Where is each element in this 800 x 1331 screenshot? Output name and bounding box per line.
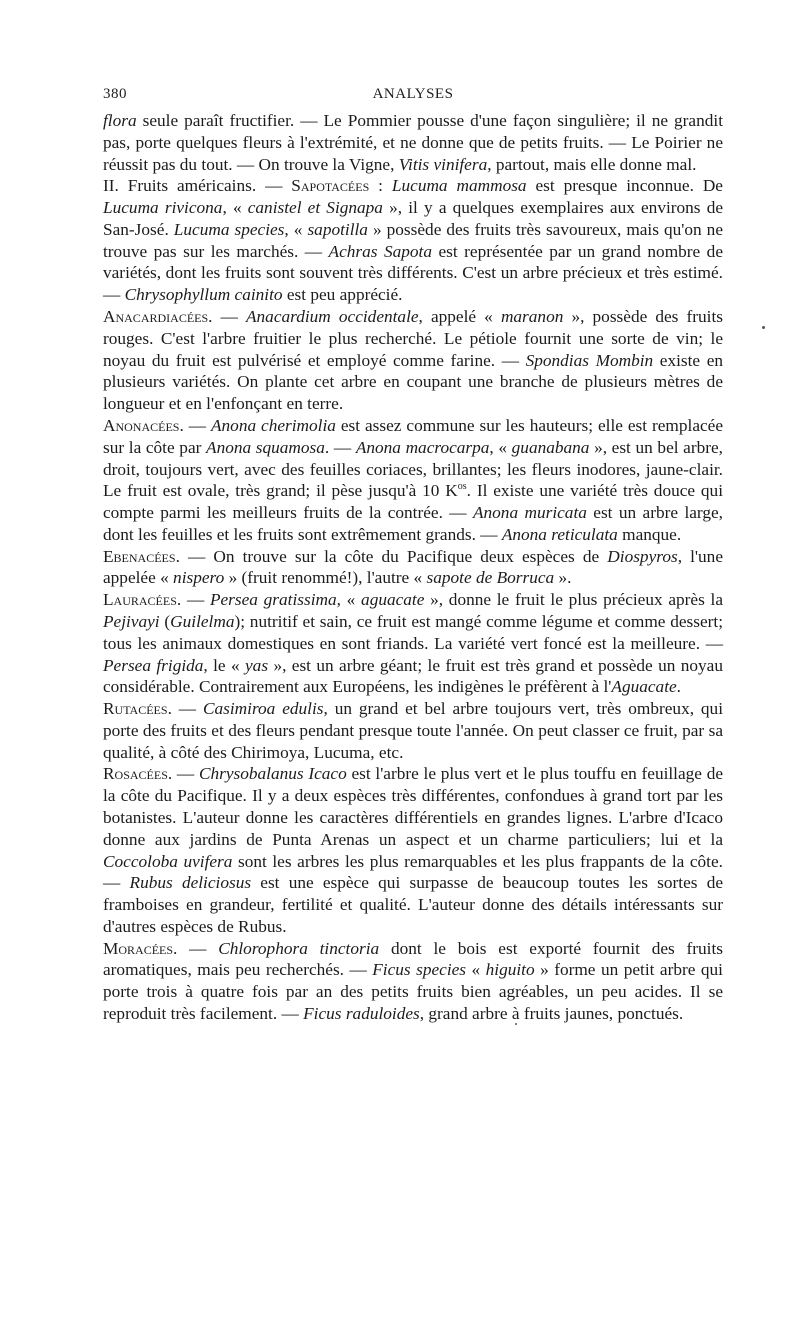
text-run: . —	[208, 307, 246, 327]
text-run: :	[369, 176, 392, 196]
italic-text: Aguacate	[611, 677, 677, 697]
italic-text: Lucuma mammosa	[391, 176, 527, 196]
article-body	[103, 110, 723, 1025]
text-run: . —	[176, 590, 210, 610]
italic-text: Anona squamosa	[206, 437, 325, 457]
italic-text: Chrysophyllum cainito	[124, 285, 283, 305]
text-run: . — On trouve sur la côte du Pacifique deux espèces de	[175, 546, 608, 566]
section-label: Anonacées	[103, 415, 180, 435]
text-run: (	[159, 611, 171, 631]
text-run: » (fruit renommé!), l'autre «	[224, 568, 427, 588]
italic-text: maranon	[500, 307, 564, 327]
paragraph	[103, 415, 723, 546]
document-page	[103, 86, 723, 1025]
page-header	[103, 86, 723, 110]
italic-text: aguacate	[361, 590, 425, 610]
text-run: . —	[167, 764, 199, 784]
text-run: , l'une appelée «	[103, 546, 723, 588]
italic-text: nispero	[173, 568, 225, 588]
italic-text: Persea frigida	[103, 655, 204, 675]
paragraph	[103, 938, 723, 1025]
text-run: sont les arbres les plus remarquables et les plus frappants de la côte. —	[103, 851, 723, 893]
text-run: . —	[173, 938, 219, 958]
text-run: » forme un petit arbre qui porte trois à quatre fois par an des petits fruits bien agréables, un peu acides. Il se reproduit très facilement. —	[103, 960, 723, 1024]
section-label: Ebenacées	[103, 546, 176, 566]
text-run: . —	[167, 699, 203, 719]
text-run: est peu apprécié.	[282, 285, 403, 305]
text-run: . —	[324, 437, 356, 457]
italic-text: Diospyros	[607, 546, 678, 566]
paragraph	[103, 589, 723, 698]
scan-speck	[515, 1023, 517, 1025]
italic-text: higuito	[485, 960, 535, 980]
italic-text: Anona muricata	[472, 503, 587, 523]
italic-text: Rubus deliciosus	[129, 873, 252, 893]
page-number: 380	[103, 86, 127, 102]
italic-text: Ficus species	[372, 960, 467, 980]
italic-text: Chlorophora tinctoria	[218, 938, 380, 958]
paragraph	[103, 306, 723, 415]
italic-text: Lucuma species	[173, 219, 285, 239]
text-run: . Il existe une variété très douce qui compte parmi les meilleurs fruits de la contrée. —	[103, 481, 723, 523]
italic-text: Spondias Mombin	[525, 350, 654, 370]
italic-text: sapote de Borruca	[426, 568, 555, 588]
text-run: os	[457, 481, 467, 493]
paragraph	[103, 763, 723, 937]
running-title: ANALYSES	[372, 86, 454, 102]
italic-text: guanabana	[511, 437, 590, 457]
italic-text: Coccoloba uvifera	[103, 851, 233, 871]
text-run: , «	[489, 437, 512, 457]
text-run: est un arbre large, dont les feuilles et les fruits sont extrêmement grands. —	[103, 503, 723, 544]
italic-text: Lucuma rivicona	[103, 198, 223, 218]
italic-text: Guilelma	[170, 611, 235, 631]
text-run: est presque inconnue. De	[526, 176, 723, 196]
paragraph	[103, 110, 723, 175]
text-run: est assez commune sur les hauteurs; elle est remplacée sur la côte par	[103, 415, 724, 457]
paragraph	[103, 546, 723, 590]
italic-text: flora	[103, 111, 137, 130]
text-run: , «	[284, 219, 308, 239]
paragraph	[103, 698, 723, 763]
text-run: est une espèce qui surpasse de beaucoup toutes les sortes de framboises en grandeur, fertilité et qualité. L'auteur donne des détails intéressants sur d'autres espèces de Rubus.	[103, 873, 723, 936]
text-run: », est un bel arbre, droit, toujours vert, avec des feuilles coriaces, brillantes; les fleurs inodores, jaune-clair. Le fruit est ovale, très grand; il pèse jusqu'à 10 K	[103, 437, 723, 501]
italic-text: Persea gratissima	[209, 590, 337, 610]
italic-text: Ficus raduloides	[303, 1004, 420, 1024]
scan-speck	[762, 326, 765, 329]
section-label: Moracées	[103, 938, 174, 958]
text-run: , appelé «	[418, 307, 501, 327]
italic-text: Pejivayi	[103, 611, 160, 631]
text-run: «	[466, 960, 486, 980]
italic-text: Anacardium occidentale	[245, 307, 419, 327]
italic-text: Chrysobalanus Icaco	[198, 764, 347, 784]
section-label: Rosacées	[103, 764, 168, 784]
text-run: II. Fruits américains. —	[103, 176, 292, 196]
text-run: , partout, mais elle donne mal.	[487, 154, 697, 174]
text-run: . —	[179, 415, 211, 435]
text-run: manque.	[617, 524, 682, 544]
text-run: , «	[222, 198, 248, 218]
italic-text: Vitis vinifera	[398, 154, 488, 174]
text-run: , le «	[203, 655, 246, 675]
italic-text: Anona reticulata	[501, 524, 618, 544]
section-label: Anacardiacées	[103, 307, 209, 327]
text-run: », possède des fruits rouges. C'est l'arbre fruitier le plus recherché. Le pétiole fournit une sorte de vin; le noyau du fruit est pulvérisé et employé comme farine. —	[103, 307, 723, 370]
text-run: dont le bois est exporté fournit des fruits aromatiques, mais peu recherchés. —	[103, 938, 723, 980]
italic-text: Anona cherimolia	[210, 415, 336, 435]
italic-text: canistel et Signapa	[247, 198, 383, 218]
text-run: .	[676, 677, 681, 697]
text-run: , grand arbre à fruits jaunes, ponctués.	[419, 1004, 684, 1024]
text-run: , «	[336, 590, 362, 610]
section-label: Rutacées	[103, 699, 168, 719]
text-run: est représentée par un grand nombre de variétés, dont les fruits sont souvent très différents. C'est un arbre précieux et très estimé. —	[103, 241, 723, 305]
italic-text: Anona macrocarpa	[355, 437, 490, 457]
paragraph	[103, 175, 723, 306]
text-run: , un grand et bel arbre toujours vert, très ombreux, qui porte des fruits et des fleurs pendant presque toute l'année. On peut classer ce fruit, par sa qualité, à côté des Chirimoya, Lucuma, etc.	[103, 699, 723, 762]
section-label: Lauracées	[103, 590, 177, 610]
text-run: » possède des fruits très savoureux, mais qu'on ne trouve pas sur les marchés. —	[103, 219, 723, 261]
text-run: ); nutritif et sain, ce fruit est mangé comme légume et comme dessert; tous les animaux domestiques en sont friands. La variété vert foncé est la meilleure. —	[103, 611, 724, 653]
italic-text: Achras Sapota	[328, 241, 432, 261]
italic-text: yas	[245, 655, 269, 675]
text-run: », donne le fruit le plus précieux après la	[424, 590, 723, 610]
text-run: existe en plusieurs variétés. On plante cet arbre en coupant une branche de plusieurs mètres de longueur et en l'enfonçant en terre.	[103, 350, 723, 414]
text-run: ».	[554, 568, 572, 588]
text-run: seule paraît fructifier. — Le Pommier pousse d'une façon singulière; il ne grandit pas, porte quelques fleurs à l'extrémité, et ne donne que de petits fruits. — Le Poirier ne réussit pas du tout. — On trouve la Vigne,	[103, 111, 723, 174]
section-label: Sapotacées	[291, 176, 370, 196]
italic-text: sapotilla	[307, 219, 368, 239]
text-run: », est un arbre géant; le fruit est très grand et possède un noyau considérable. Contrairement aux Européens, les indigènes le préfèrent à l'	[103, 655, 723, 697]
text-run: », il y a quelques exemplaires aux environs de San-José.	[103, 198, 724, 239]
text-run: est l'arbre le plus vert et le plus touffu en feuillage de la côte du Pacifique. Il y a deux espèces très différentes, confondues à grand tort par les botanistes. L'auteur donne les caractères différentiels en grandes lignes. L'arbre d'Icaco donne aux jardins de Punta Arenas un aspect et un charme particuliers; lui et la	[103, 764, 724, 849]
italic-text: Casimiroa edulis	[202, 699, 324, 719]
